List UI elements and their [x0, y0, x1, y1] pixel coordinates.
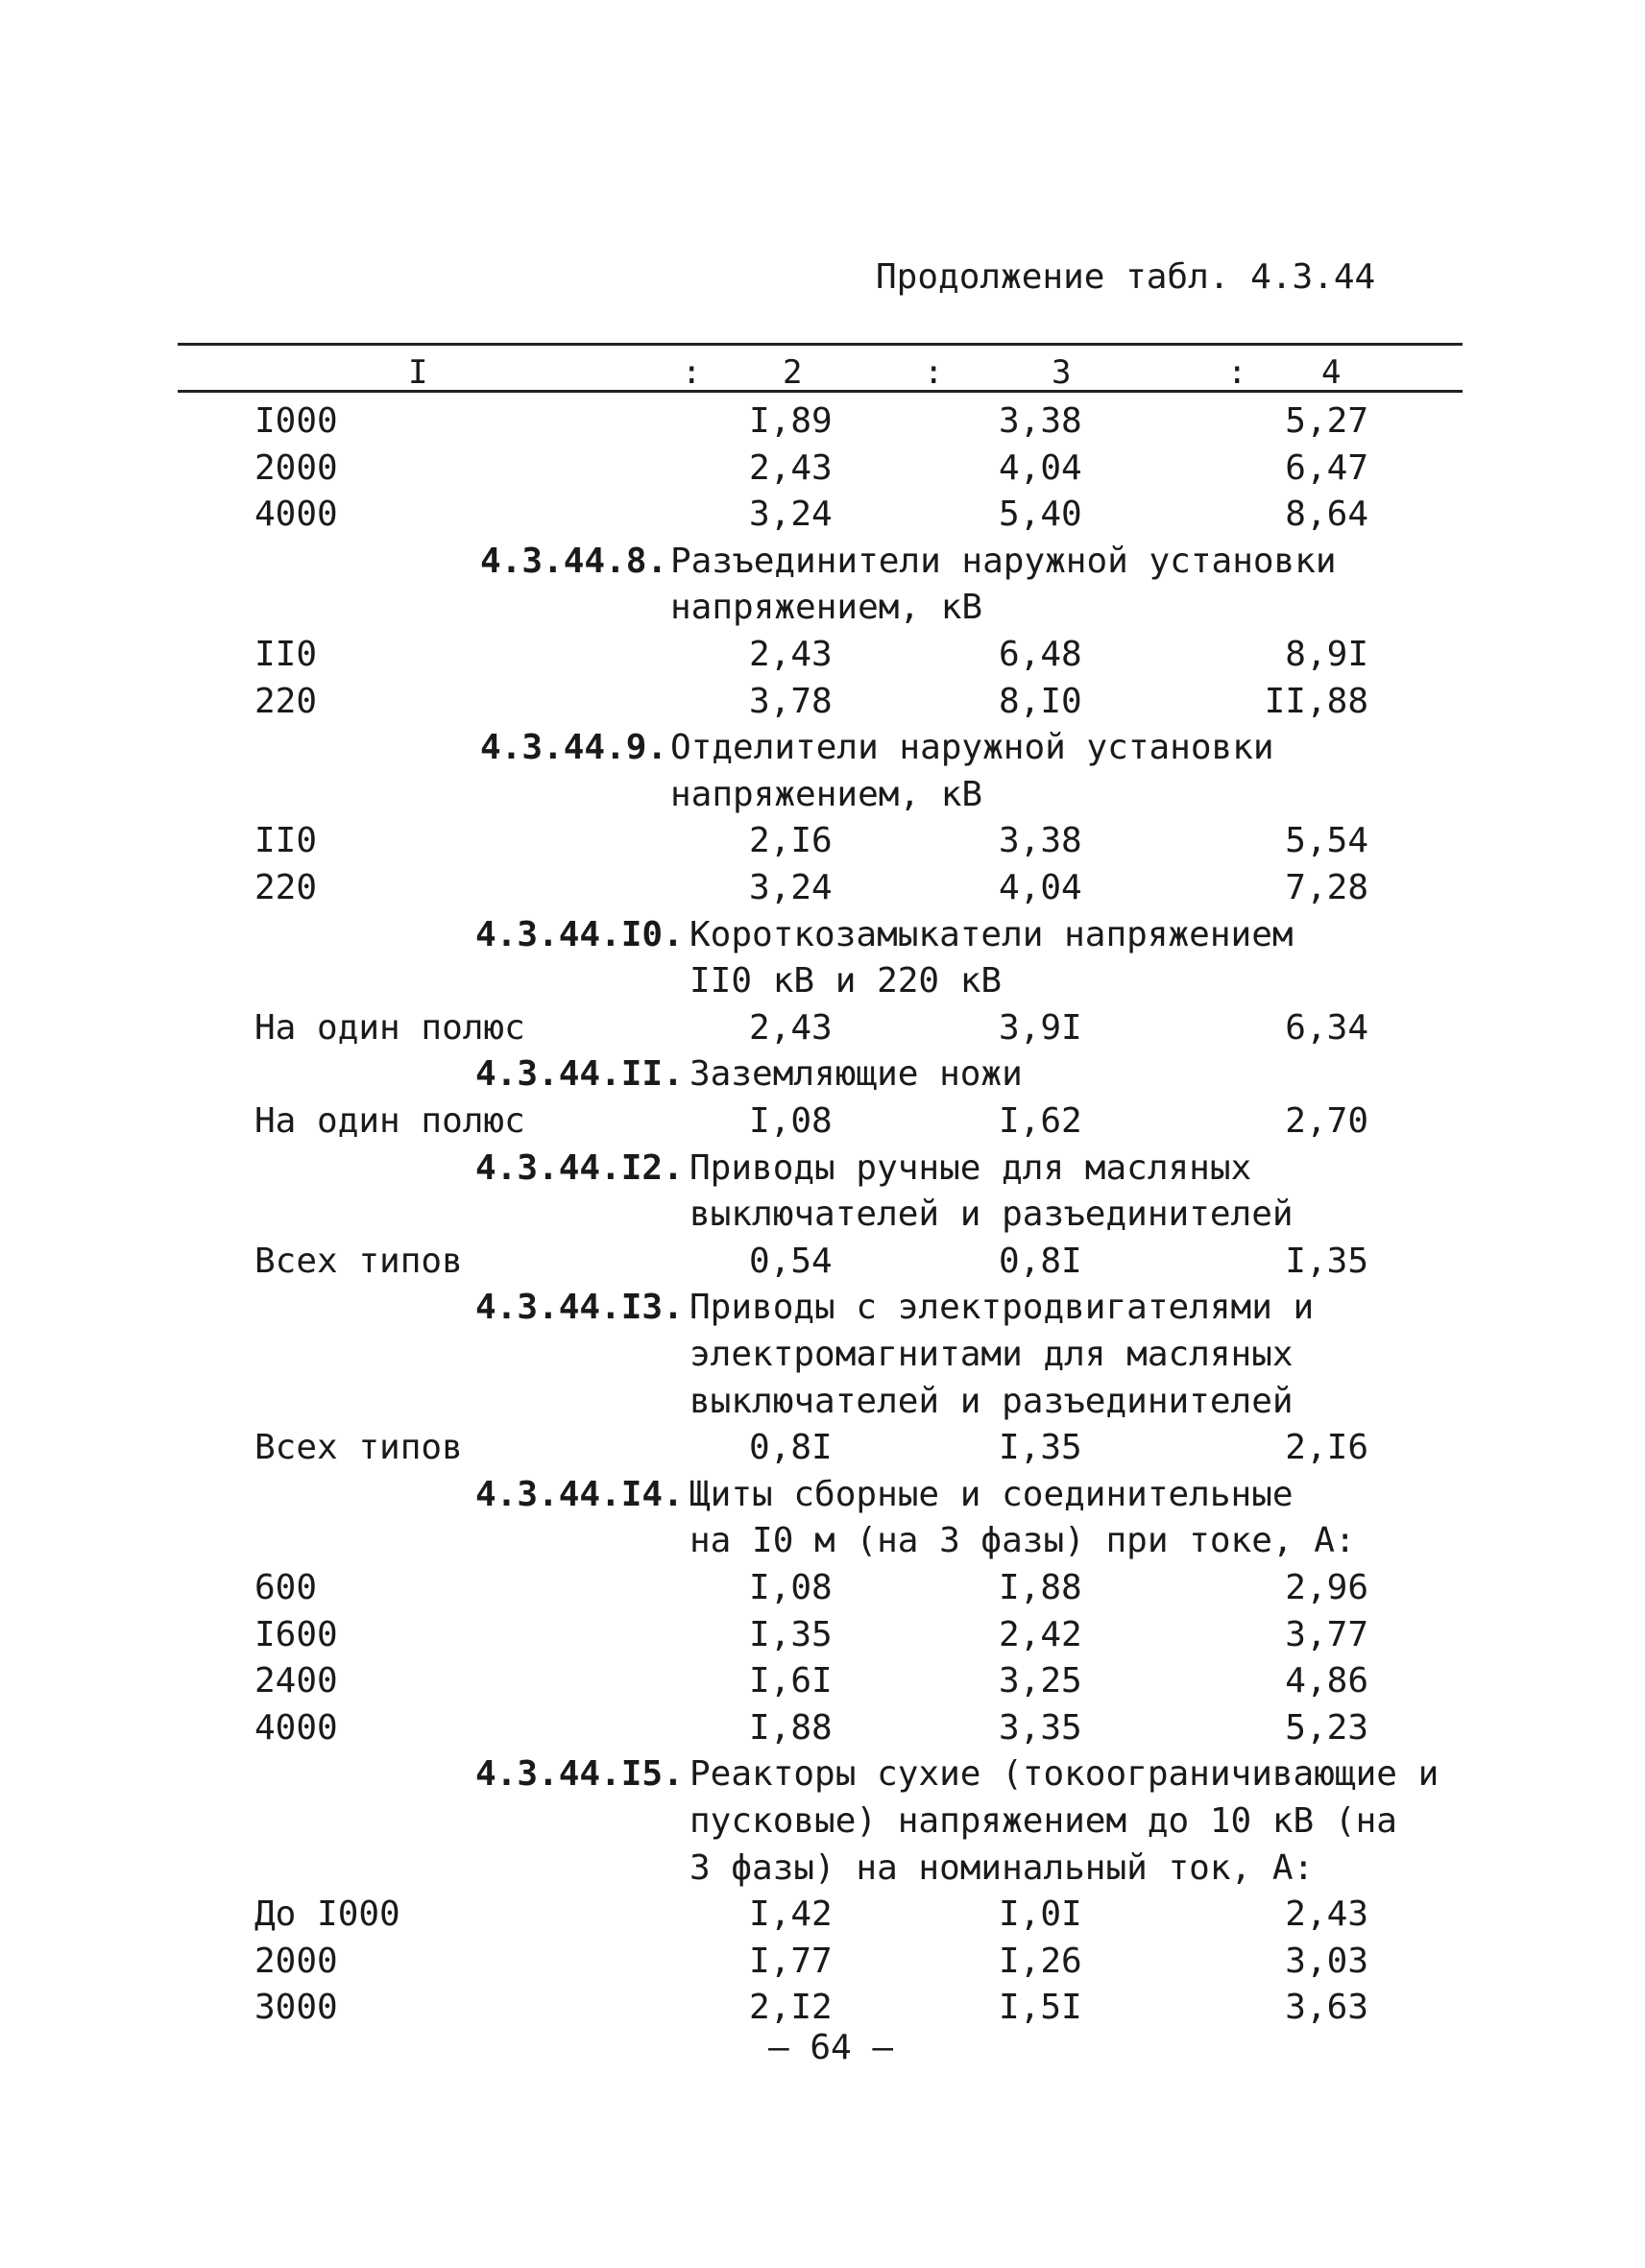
table-cell-col3: 4,04	[999, 868, 1082, 907]
table-cell-col2: 0,8I	[749, 1428, 833, 1468]
table-cell-col2: I,88	[749, 1707, 833, 1748]
table-top-rule	[178, 343, 1463, 346]
section-title-line: на I0 м (на 3 фазы) при токе, А:	[689, 1521, 1356, 1561]
section-number: 4.3.44.II.	[475, 1054, 684, 1095]
table-cell-col4: 5,54	[1285, 821, 1368, 861]
section-title-line: Реакторы сухие (токоограничивающие и	[689, 1754, 1439, 1795]
section-title-line: пусковые) напряжением до 10 кВ (на	[689, 1800, 1397, 1841]
table-cell-col4: 2,43	[1285, 1894, 1368, 1935]
section-title-line: выключателей и разъединителей	[689, 1194, 1294, 1235]
section-title-line: выключателей и разъединителей	[689, 1381, 1294, 1421]
table-cell-col4: II,88	[1264, 681, 1368, 721]
table-cell-col3: 2,42	[999, 1614, 1082, 1654]
table-cell-col3: I,0I	[999, 1894, 1082, 1935]
table-cell-col1: Всех типов	[254, 1428, 463, 1468]
table-row	[0, 1242, 1645, 1288]
section-number: 4.3.44.I3.	[475, 1288, 684, 1328]
section-title-line: напряжением, кВ	[670, 588, 983, 628]
table-cell-col2: I,08	[749, 1101, 833, 1141]
table-cell-col3: 3,9I	[999, 1007, 1082, 1048]
section-number: 4.3.44.I0.	[475, 914, 684, 954]
table-row	[0, 1568, 1645, 1614]
table-cell-col4: 8,64	[1285, 495, 1368, 535]
table-cell-col2: I,77	[749, 1941, 833, 1981]
table-row	[0, 401, 1645, 447]
table-cell-col3: I,26	[999, 1941, 1082, 1981]
table-cell-col1: На один полюс	[254, 1101, 525, 1141]
table-cell-col1: 220	[254, 868, 318, 907]
table-cell-col2: 2,43	[749, 1007, 833, 1048]
table-cell-col2: I,08	[749, 1568, 833, 1607]
table-cell-col4: 2,70	[1285, 1101, 1368, 1141]
table-cell-col4: 3,03	[1285, 1941, 1368, 1981]
table-cell-col1: 3000	[254, 1988, 338, 2028]
section-title-line: Щиты сборные и соединительные	[689, 1474, 1294, 1514]
table-cell-col3: 6,48	[999, 635, 1082, 674]
table-cell-col3: 3,25	[999, 1661, 1082, 1701]
table-cell-col1: На один полюс	[254, 1007, 525, 1048]
table-row	[0, 1708, 1645, 1754]
table-cell-col4: 7,28	[1285, 868, 1368, 907]
table-cell-col4: 5,23	[1285, 1707, 1368, 1748]
section-title-line: Короткозамыкатели напряжением	[689, 914, 1294, 954]
column-separator: :	[924, 353, 944, 392]
table-cell-col4: 2,96	[1285, 1568, 1368, 1607]
section-number: 4.3.44.I2.	[475, 1147, 684, 1188]
section-title-line: Разъединители наружной установки	[670, 541, 1337, 581]
column-header-3: 3	[1052, 353, 1072, 392]
table-cell-col1: 2400	[254, 1661, 338, 1701]
table-row	[0, 1101, 1645, 1147]
column-separator: :	[682, 353, 702, 392]
table-cell-col2: 3,24	[749, 495, 833, 535]
table-cell-col1: 4000	[254, 1707, 338, 1748]
table-row	[0, 1615, 1645, 1661]
table-cell-col3: 3,38	[999, 401, 1082, 441]
table-cell-col2: 2,I2	[749, 1988, 833, 2028]
table-cell-col4: 8,9I	[1285, 635, 1368, 674]
section-number: 4.3.44.9.	[480, 728, 668, 768]
table-cell-col1: Всех типов	[254, 1241, 463, 1281]
table-cell-col4: 4,86	[1285, 1661, 1368, 1701]
table-cell-col1: 4000	[254, 495, 338, 535]
column-header-1: I	[408, 353, 428, 392]
section-title-line: Отделители наружной установки	[670, 728, 1274, 768]
table-cell-col1: 600	[254, 1568, 318, 1607]
table-cell-col2: 2,I6	[749, 821, 833, 861]
section-title-line: 3 фазы) на номинальный ток, А:	[689, 1847, 1315, 1888]
table-row	[0, 1428, 1645, 1474]
table-cell-col1: II0	[254, 635, 318, 674]
table-row	[0, 821, 1645, 867]
table-cell-col2: I,6I	[749, 1661, 833, 1701]
page-number: – 64 –	[768, 2028, 894, 2067]
table-cell-col1: I000	[254, 401, 338, 441]
table-cell-col3: I,35	[999, 1428, 1082, 1468]
table-cell-col1: I600	[254, 1614, 338, 1654]
section-number: 4.3.44.I4.	[475, 1474, 684, 1514]
table-row	[0, 682, 1645, 728]
table-cell-col2: 3,78	[749, 681, 833, 721]
table-cell-col4: 3,63	[1285, 1988, 1368, 2028]
table-row	[0, 1942, 1645, 1988]
table-cell-col4: 6,34	[1285, 1007, 1368, 1048]
section-number: 4.3.44.8.	[480, 541, 668, 581]
table-cell-col3: 0,8I	[999, 1241, 1082, 1281]
table-cell-col3: I,62	[999, 1101, 1082, 1141]
table-cell-col1: 2000	[254, 1941, 338, 1981]
section-title-line: II0 кВ и 220 кВ	[689, 961, 1003, 1001]
table-cell-col3: 8,I0	[999, 681, 1082, 721]
column-header-4: 4	[1321, 353, 1342, 392]
section-title-line: электромагнитами для масляных	[689, 1334, 1294, 1374]
section-title-line: напряжением, кВ	[670, 774, 983, 814]
section-title-line: Приводы ручные для масляных	[689, 1147, 1252, 1188]
column-header-2: 2	[783, 353, 803, 392]
table-cell-col1: До I000	[254, 1894, 400, 1935]
table-cell-col2: 3,24	[749, 868, 833, 907]
table-row	[0, 495, 1645, 541]
table-cell-col1: II0	[254, 821, 318, 861]
table-cell-col1: 220	[254, 681, 318, 721]
table-cell-col3: 3,35	[999, 1707, 1082, 1748]
table-cell-col4: 5,27	[1285, 401, 1368, 441]
table-cell-col2: 2,43	[749, 447, 833, 488]
table-cell-col2: I,89	[749, 401, 833, 441]
table-caption: Продолжение табл. 4.3.44	[876, 257, 1376, 297]
table-cell-col1: 2000	[254, 447, 338, 488]
table-cell-col4: I,35	[1285, 1241, 1368, 1281]
table-cell-col2: I,42	[749, 1894, 833, 1935]
table-row	[0, 868, 1645, 914]
table-row	[0, 448, 1645, 495]
table-cell-col3: 3,38	[999, 821, 1082, 861]
column-separator: :	[1227, 353, 1247, 392]
table-row	[0, 635, 1645, 681]
table-row	[0, 1661, 1645, 1707]
section-number: 4.3.44.I5.	[475, 1754, 684, 1795]
section-title-line: Приводы с электродвигателями и	[689, 1288, 1315, 1328]
table-header-rule	[178, 390, 1463, 393]
table-cell-col4: 6,47	[1285, 447, 1368, 488]
table-cell-col3: 5,40	[999, 495, 1082, 535]
table-cell-col3: 4,04	[999, 447, 1082, 488]
table-cell-col2: 0,54	[749, 1241, 833, 1281]
table-cell-col2: I,35	[749, 1614, 833, 1654]
table-cell-col4: 2,I6	[1285, 1428, 1368, 1468]
table-row	[0, 1894, 1645, 1941]
table-cell-col3: I,88	[999, 1568, 1082, 1607]
table-cell-col2: 2,43	[749, 635, 833, 674]
table-cell-col3: I,5I	[999, 1988, 1082, 2028]
table-cell-col4: 3,77	[1285, 1614, 1368, 1654]
section-title-line: Заземляющие ножи	[689, 1054, 1023, 1095]
table-row	[0, 1008, 1645, 1054]
